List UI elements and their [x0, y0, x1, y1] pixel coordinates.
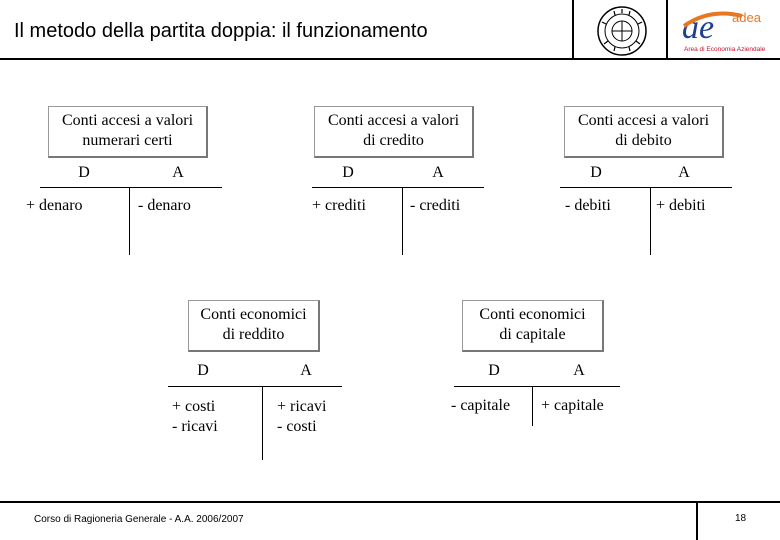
credit-entry-line: - costi — [277, 418, 317, 435]
t-account-vertical — [650, 187, 651, 255]
t-account-horizontal — [312, 187, 484, 188]
debit-label: D — [342, 164, 354, 181]
account-title-line1: Conti accesi a valori — [577, 112, 710, 129]
debit-label: D — [78, 164, 90, 181]
account-title-box — [188, 300, 320, 352]
debit-entry: - capitale — [451, 397, 511, 414]
debit-label: D — [488, 362, 500, 379]
t-account-horizontal — [560, 187, 732, 188]
debit-entry: - debiti — [565, 197, 611, 214]
credit-entry-line: + ricavi — [277, 398, 327, 415]
debit-entry-line: - ricavi — [172, 418, 218, 435]
debit-entry: + denaro — [26, 197, 83, 214]
credit-label: A — [300, 362, 312, 379]
account-title-box — [564, 106, 724, 158]
debit-label: D — [590, 164, 602, 181]
slide-header — [0, 0, 780, 62]
t-account-horizontal — [168, 386, 342, 387]
credit-entry: + capitale — [541, 397, 604, 414]
footer-rule — [0, 501, 780, 503]
t-account-vertical — [532, 386, 533, 426]
logo-ae-letter: ae — [682, 9, 715, 46]
t-account-vertical — [262, 386, 263, 460]
logo-adea-text: adea — [732, 10, 761, 25]
account-title-box — [48, 106, 208, 158]
debit-label: D — [197, 362, 209, 379]
header-divider-right — [666, 0, 668, 60]
account-title-line1: Conti economici — [200, 306, 307, 323]
slide-title: Il metodo della partita doppia: il funzionamento — [14, 20, 428, 42]
debit-entry-line: + costi — [172, 398, 216, 415]
header-rule — [0, 58, 780, 60]
t-account-vertical — [402, 187, 403, 255]
credit-entry: - crediti — [410, 197, 461, 214]
credit-label: A — [432, 164, 444, 181]
logo-subtitle: Area di Economia Aziendale — [684, 46, 766, 53]
adea-logo-icon — [680, 4, 776, 56]
credit-entry: - denaro — [138, 197, 191, 214]
account-title-line1: Conti accesi a valori — [61, 112, 194, 129]
university-seal-icon — [590, 4, 654, 58]
account-title-line2: numerari certi — [82, 132, 173, 149]
account-title-line1: Conti accesi a valori — [327, 112, 460, 129]
t-account-horizontal — [454, 386, 620, 387]
credit-label: A — [573, 362, 585, 379]
header-divider-left — [572, 0, 574, 60]
debit-entry: + crediti — [312, 197, 366, 214]
account-title-line2: di credito — [363, 132, 424, 149]
t-account-vertical — [129, 187, 130, 255]
credit-label: A — [678, 164, 690, 181]
page-number: 18 — [735, 513, 747, 524]
credit-label: A — [172, 164, 184, 181]
credit-entry: + debiti — [656, 197, 706, 214]
account-title-line2: di reddito — [222, 326, 285, 343]
account-title-box — [462, 300, 604, 352]
footer-divider — [696, 501, 698, 540]
footer-course: Corso di Ragioneria Generale - A.A. 2006/2007 — [34, 514, 244, 525]
account-title-line1: Conti economici — [479, 306, 586, 323]
t-account-horizontal — [40, 187, 222, 188]
credit-entry — [277, 397, 326, 437]
account-title-box — [314, 106, 474, 158]
debit-entry — [172, 397, 218, 437]
account-title-line2: di debito — [615, 132, 672, 149]
account-title-line2: di capitale — [499, 326, 566, 343]
